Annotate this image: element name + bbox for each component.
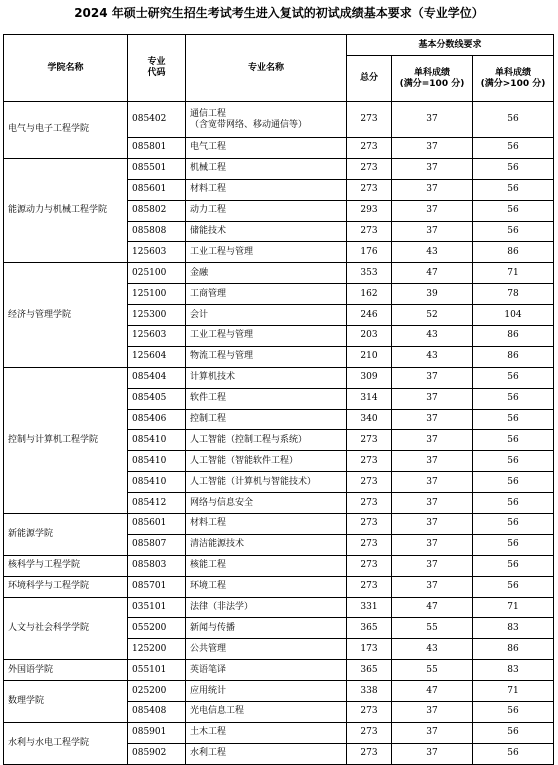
major-code: 055101 xyxy=(128,660,186,681)
major-name-line: 法律（非法学） xyxy=(190,602,254,613)
single-score-100: 43 xyxy=(392,242,473,263)
table-body xyxy=(4,102,554,765)
single-score-over-100: 56 xyxy=(473,388,554,409)
single-score-over-100: 71 xyxy=(473,681,554,702)
single-score-100: 37 xyxy=(392,514,473,535)
college-name: 电气与电子工程学院 xyxy=(4,102,128,159)
college-name: 控制与计算机工程学院 xyxy=(4,367,128,513)
single-score-over-100: 86 xyxy=(473,639,554,660)
single-score-over-100: 56 xyxy=(473,200,554,221)
header-code-line1: 专业 xyxy=(147,57,166,67)
major-code: 125100 xyxy=(128,284,186,305)
header-single-over-100-line1: 单科成绩 xyxy=(495,67,532,78)
major-name xyxy=(186,346,347,367)
major-name-line: 软件工程 xyxy=(190,393,227,404)
single-score-over-100: 56 xyxy=(473,722,554,743)
table-row xyxy=(4,263,554,284)
major-name-line: 控制工程 xyxy=(190,414,227,425)
major-name-line: 新闻与传播 xyxy=(190,622,236,633)
major-name xyxy=(186,367,347,388)
major-name-line: 通信工程 xyxy=(190,108,227,119)
major-name xyxy=(186,179,347,200)
single-score-100: 43 xyxy=(392,346,473,367)
single-score-over-100: 56 xyxy=(473,430,554,451)
header-code-line2: 代码 xyxy=(147,68,166,78)
total-score: 365 xyxy=(347,660,392,681)
major-name xyxy=(186,514,347,535)
major-code: 085601 xyxy=(128,514,186,535)
total-score: 365 xyxy=(347,618,392,639)
major-name xyxy=(186,263,347,284)
table-row xyxy=(4,514,554,535)
header-code xyxy=(128,35,186,102)
major-name-line: 水利工程 xyxy=(190,748,227,759)
single-score-over-100: 56 xyxy=(473,221,554,242)
single-score-100: 37 xyxy=(392,493,473,514)
college-name: 核科学与工程学院 xyxy=(4,555,128,576)
total-score: 246 xyxy=(347,305,392,326)
single-score-100: 37 xyxy=(392,367,473,388)
page-title: 2024 年硕士研究生招生考试考生进入复试的初试成绩基本要求（专业学位） xyxy=(74,6,484,20)
single-score-over-100: 56 xyxy=(473,555,554,576)
single-score-100: 37 xyxy=(392,179,473,200)
major-name xyxy=(186,158,347,179)
total-score: 273 xyxy=(347,743,392,764)
major-code: 085405 xyxy=(128,388,186,409)
total-score: 340 xyxy=(347,409,392,430)
table-row xyxy=(4,367,554,388)
header-single-100 xyxy=(392,56,473,102)
single-score-over-100: 56 xyxy=(473,409,554,430)
total-score: 273 xyxy=(347,534,392,555)
major-code: 085410 xyxy=(128,430,186,451)
total-score: 273 xyxy=(347,702,392,723)
single-score-over-100: 56 xyxy=(473,576,554,597)
major-name xyxy=(186,534,347,555)
major-name-line: 网络与信息安全 xyxy=(190,497,254,508)
major-code: 085410 xyxy=(128,451,186,472)
single-score-over-100: 78 xyxy=(473,284,554,305)
major-name xyxy=(186,284,347,305)
total-score: 273 xyxy=(347,138,392,159)
single-score-over-100: 83 xyxy=(473,660,554,681)
header-major: 专业名称 xyxy=(186,35,347,102)
major-code: 125300 xyxy=(128,305,186,326)
major-code: 085802 xyxy=(128,200,186,221)
header-single-over-100 xyxy=(473,56,554,102)
single-score-100: 47 xyxy=(392,263,473,284)
major-code: 125200 xyxy=(128,639,186,660)
single-score-100: 37 xyxy=(392,430,473,451)
total-score: 273 xyxy=(347,576,392,597)
major-name xyxy=(186,409,347,430)
single-score-100: 37 xyxy=(392,702,473,723)
major-code: 125603 xyxy=(128,242,186,263)
total-score: 176 xyxy=(347,242,392,263)
total-score: 314 xyxy=(347,388,392,409)
major-code: 085406 xyxy=(128,409,186,430)
major-name xyxy=(186,305,347,326)
table-row xyxy=(4,102,554,138)
major-name-line: 电气工程 xyxy=(190,142,227,153)
major-name xyxy=(186,472,347,493)
major-name-line: 储能技术 xyxy=(190,226,227,236)
single-score-100: 37 xyxy=(392,743,473,764)
total-score: 273 xyxy=(347,451,392,472)
major-code: 085902 xyxy=(128,743,186,764)
single-score-100: 43 xyxy=(392,639,473,660)
single-score-over-100: 56 xyxy=(473,702,554,723)
single-score-100: 37 xyxy=(392,102,473,138)
major-name-line: 会计 xyxy=(190,309,209,320)
table-row xyxy=(4,660,554,681)
major-name-line: 清洁能源技术 xyxy=(190,539,245,550)
table-row xyxy=(4,158,554,179)
major-name xyxy=(186,388,347,409)
major-name-line: 英语笔译 xyxy=(190,664,227,675)
header-college: 学院名称 xyxy=(4,35,128,102)
major-code: 025200 xyxy=(128,681,186,702)
major-name xyxy=(186,138,347,159)
major-name xyxy=(186,200,347,221)
total-score: 273 xyxy=(347,158,392,179)
major-code: 085408 xyxy=(128,702,186,723)
header-basic-requirement: 基本分数线要求 xyxy=(347,35,554,56)
major-name-line: 材料工程 xyxy=(190,184,227,195)
single-score-100: 37 xyxy=(392,221,473,242)
total-score: 353 xyxy=(347,263,392,284)
single-score-100: 37 xyxy=(392,409,473,430)
score-table xyxy=(3,34,554,765)
total-score: 273 xyxy=(347,179,392,200)
total-score: 273 xyxy=(347,555,392,576)
major-name-line: 计算机技术 xyxy=(190,372,236,383)
major-name-line: 材料工程 xyxy=(190,518,227,529)
single-score-100: 37 xyxy=(392,200,473,221)
major-code: 085412 xyxy=(128,493,186,514)
total-score: 273 xyxy=(347,472,392,493)
total-score: 203 xyxy=(347,326,392,347)
single-score-over-100: 56 xyxy=(473,367,554,388)
major-name xyxy=(186,681,347,702)
major-name-subline: （含宽带网络、移动通信等） xyxy=(190,119,308,130)
total-score: 273 xyxy=(347,514,392,535)
single-score-over-100: 83 xyxy=(473,618,554,639)
major-name-line: 金融 xyxy=(190,267,209,278)
major-code: 085404 xyxy=(128,367,186,388)
single-score-100: 47 xyxy=(392,681,473,702)
college-name: 环境科学与工程学院 xyxy=(4,576,128,597)
total-score: 293 xyxy=(347,200,392,221)
major-name xyxy=(186,493,347,514)
single-score-over-100: 56 xyxy=(473,472,554,493)
major-code: 085601 xyxy=(128,179,186,200)
major-name-line: 动力工程 xyxy=(190,205,227,216)
major-name xyxy=(186,702,347,723)
college-name: 新能源学院 xyxy=(4,514,128,556)
major-name-line: 工业工程与管理 xyxy=(190,330,254,341)
single-score-over-100: 71 xyxy=(473,263,554,284)
major-name xyxy=(186,618,347,639)
single-score-over-100: 86 xyxy=(473,346,554,367)
major-name-line: 应用统计 xyxy=(190,685,227,696)
major-name-line: 土木工程 xyxy=(190,727,227,738)
table-row xyxy=(4,681,554,702)
major-name xyxy=(186,743,347,764)
major-name xyxy=(186,242,347,263)
header-single-over-100-line2: (满分>100 分) xyxy=(480,78,546,89)
single-score-over-100: 56 xyxy=(473,102,554,138)
header-total: 总分 xyxy=(347,56,392,102)
single-score-over-100: 56 xyxy=(473,514,554,535)
single-score-100: 37 xyxy=(392,576,473,597)
college-name: 水利与水电工程学院 xyxy=(4,722,128,764)
major-name xyxy=(186,639,347,660)
major-code: 085807 xyxy=(128,534,186,555)
major-name xyxy=(186,326,347,347)
single-score-over-100: 86 xyxy=(473,326,554,347)
single-score-100: 43 xyxy=(392,326,473,347)
single-score-100: 37 xyxy=(392,138,473,159)
total-score: 273 xyxy=(347,493,392,514)
single-score-100: 37 xyxy=(392,388,473,409)
major-code: 085501 xyxy=(128,158,186,179)
major-name xyxy=(186,102,347,138)
total-score: 309 xyxy=(347,367,392,388)
major-name-line: 公共管理 xyxy=(190,643,227,654)
header-single-100-line2: (满分=100 分) xyxy=(399,78,465,89)
single-score-100: 37 xyxy=(392,451,473,472)
major-name xyxy=(186,555,347,576)
table-row xyxy=(4,722,554,743)
total-score: 273 xyxy=(347,430,392,451)
major-code: 035101 xyxy=(128,597,186,618)
single-score-100: 37 xyxy=(392,472,473,493)
single-score-100: 37 xyxy=(392,534,473,555)
single-score-100: 55 xyxy=(392,618,473,639)
single-score-over-100: 56 xyxy=(473,138,554,159)
major-code: 085901 xyxy=(128,722,186,743)
major-code: 085803 xyxy=(128,555,186,576)
major-code: 025100 xyxy=(128,263,186,284)
major-code: 085410 xyxy=(128,472,186,493)
major-name-line: 工业工程与管理 xyxy=(190,246,254,257)
total-score: 338 xyxy=(347,681,392,702)
single-score-over-100: 71 xyxy=(473,597,554,618)
total-score: 162 xyxy=(347,284,392,305)
single-score-over-100: 56 xyxy=(473,493,554,514)
single-score-over-100: 56 xyxy=(473,534,554,555)
total-score: 331 xyxy=(347,597,392,618)
major-code: 085801 xyxy=(128,138,186,159)
single-score-over-100: 56 xyxy=(473,179,554,200)
major-name xyxy=(186,576,347,597)
college-name: 数理学院 xyxy=(4,681,128,723)
total-score: 273 xyxy=(347,722,392,743)
table-row xyxy=(4,576,554,597)
major-name xyxy=(186,722,347,743)
total-score: 210 xyxy=(347,346,392,367)
major-name-line: 人工智能（计算机与智能技术） xyxy=(190,476,317,487)
single-score-100: 47 xyxy=(392,597,473,618)
major-code: 085808 xyxy=(128,221,186,242)
single-score-100: 39 xyxy=(392,284,473,305)
major-name xyxy=(186,221,347,242)
major-name-line: 机械工程 xyxy=(190,163,227,174)
header-single-100-line1: 单科成绩 xyxy=(413,67,450,78)
college-name: 经济与管理学院 xyxy=(4,263,128,367)
table-row xyxy=(4,555,554,576)
major-code: 055200 xyxy=(128,618,186,639)
single-score-100: 52 xyxy=(392,305,473,326)
college-name: 能源动力与机械工程学院 xyxy=(4,158,128,262)
single-score-over-100: 56 xyxy=(473,451,554,472)
major-name-line: 光电信息工程 xyxy=(190,706,245,717)
table-row xyxy=(4,597,554,618)
total-score: 273 xyxy=(347,221,392,242)
major-name xyxy=(186,597,347,618)
major-name-line: 人工智能（智能软件工程） xyxy=(190,455,299,466)
single-score-over-100: 86 xyxy=(473,242,554,263)
single-score-100: 37 xyxy=(392,722,473,743)
total-score: 273 xyxy=(347,102,392,138)
single-score-100: 37 xyxy=(392,555,473,576)
major-code: 125604 xyxy=(128,346,186,367)
major-name xyxy=(186,451,347,472)
major-name-line: 人工智能（控制工程与系统） xyxy=(190,434,308,445)
single-score-100: 55 xyxy=(392,660,473,681)
total-score: 173 xyxy=(347,639,392,660)
major-code: 085701 xyxy=(128,576,186,597)
major-code: 125603 xyxy=(128,326,186,347)
college-name: 人文与社会科学学院 xyxy=(4,597,128,660)
single-score-over-100: 104 xyxy=(473,305,554,326)
single-score-over-100: 56 xyxy=(473,158,554,179)
major-name xyxy=(186,430,347,451)
major-name xyxy=(186,660,347,681)
major-name-line: 核能工程 xyxy=(190,560,227,571)
single-score-100: 37 xyxy=(392,158,473,179)
major-name-line: 物流工程与管理 xyxy=(190,351,254,362)
college-name: 外国语学院 xyxy=(4,660,128,681)
major-name-line: 工商管理 xyxy=(190,288,227,299)
major-code: 085402 xyxy=(128,102,186,138)
single-score-over-100: 56 xyxy=(473,743,554,764)
major-name-line: 环境工程 xyxy=(190,581,227,592)
